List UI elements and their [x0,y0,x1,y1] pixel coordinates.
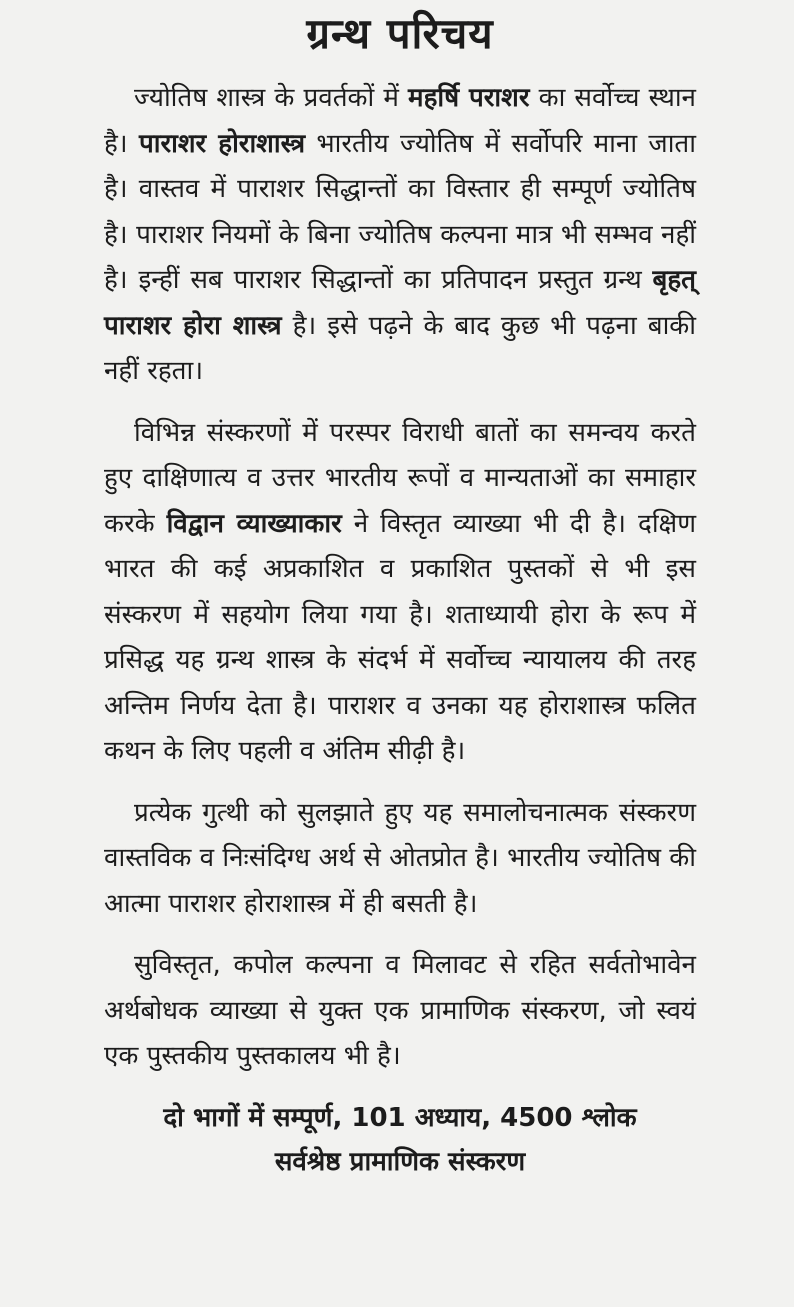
paragraph-intro [104,76,696,395]
paragraph-text: ने विस्तृत व्याख्या भी दी है। दक्षिण भारत की कई अप्रकाशित व प्रकाशित पुस्तकों से भी इस संस्करण में सहयोग लिया गया है। शताध्यायी होरा के रूप में प्रसिद्ध यह ग्रन्थ शास्त्र के संदर्भ में सर्वोच्च न्यायालय की तरह अन्तिम निर्णय देता है। पाराशर व उनका यह होराशास्त्र फलित कथन के लिए पहली व अंतिम सीढ़ी है। [104,508,696,766]
bold-phrase: पाराशर होराशास्त्र [138,128,306,159]
paragraph-editions [104,411,696,775]
paragraph-text: विभिन्न संस्करणों में परस्पर विराधी बातों का समन्वय करते हुए दाक्षिणात्य व उत्तर भारतीय रूपों व मान्यताओं का समाहार करके [104,417,696,539]
paragraph-text: का सर्वोच्च स्थान है। [104,83,696,159]
paragraph-text: है। इसे पढ़ने के बाद कुछ भी पढ़ना बाकी नहीं रहता। [104,310,697,386]
paragraph-text: ज्योतिष शास्त्र के प्रवर्तकों में [134,83,409,113]
bold-phrase: बृहत् पाराशर होरा शास्त्र [104,265,696,341]
footer-volumes-line: दो भागों में सम्पूर्ण, 101 अध्याय, 4500 श्लोक [163,1102,637,1133]
bold-phrase: विद्वान व्याख्याकार [166,508,342,539]
page-title: ग्रन्थ परिचय [306,9,494,58]
paragraph-critical-edition: प्रत्येक गुत्थी को सुलझाते हुए यह समालोचनात्मक संस्करण वास्तविक व निःसंदिग्ध अर्थ से ओतप्रोत है। भारतीय ज्योतिष की आत्मा पाराशर होराशास्त्र में ही बसती है। [104,797,696,919]
paragraph-summary: सुविस्तृत, कपोल कल्पना व मिलावट से रहित सर्वतोभावेन अर्थबोधक व्याख्या से युक्त एक प्रामाणिक संस्करण, जो स्वयं एक पुस्तकीय पुस्तकालय भी है। [104,950,696,1071]
bold-phrase: महर्षि पराशर [408,83,530,113]
footer-edition-line: सर्वश्रेष्ठ प्रामाणिक संस्करण [274,1146,526,1177]
paragraph-text: भारतीय ज्योतिष में सर्वोपरि माना जाता है। वास्तव में पाराशर सिद्धान्तों का विस्तार ही सम्पूर्ण ज्योतिष है। पाराशर नियमों के बिना ज्योतिष कल्पना मात्र भी सम्भव नहीं है। इन्हीं सब पाराशर सिद्धान्तों का प्रतिपादन प्रस्तुत ग्रन्थ [104,128,696,295]
